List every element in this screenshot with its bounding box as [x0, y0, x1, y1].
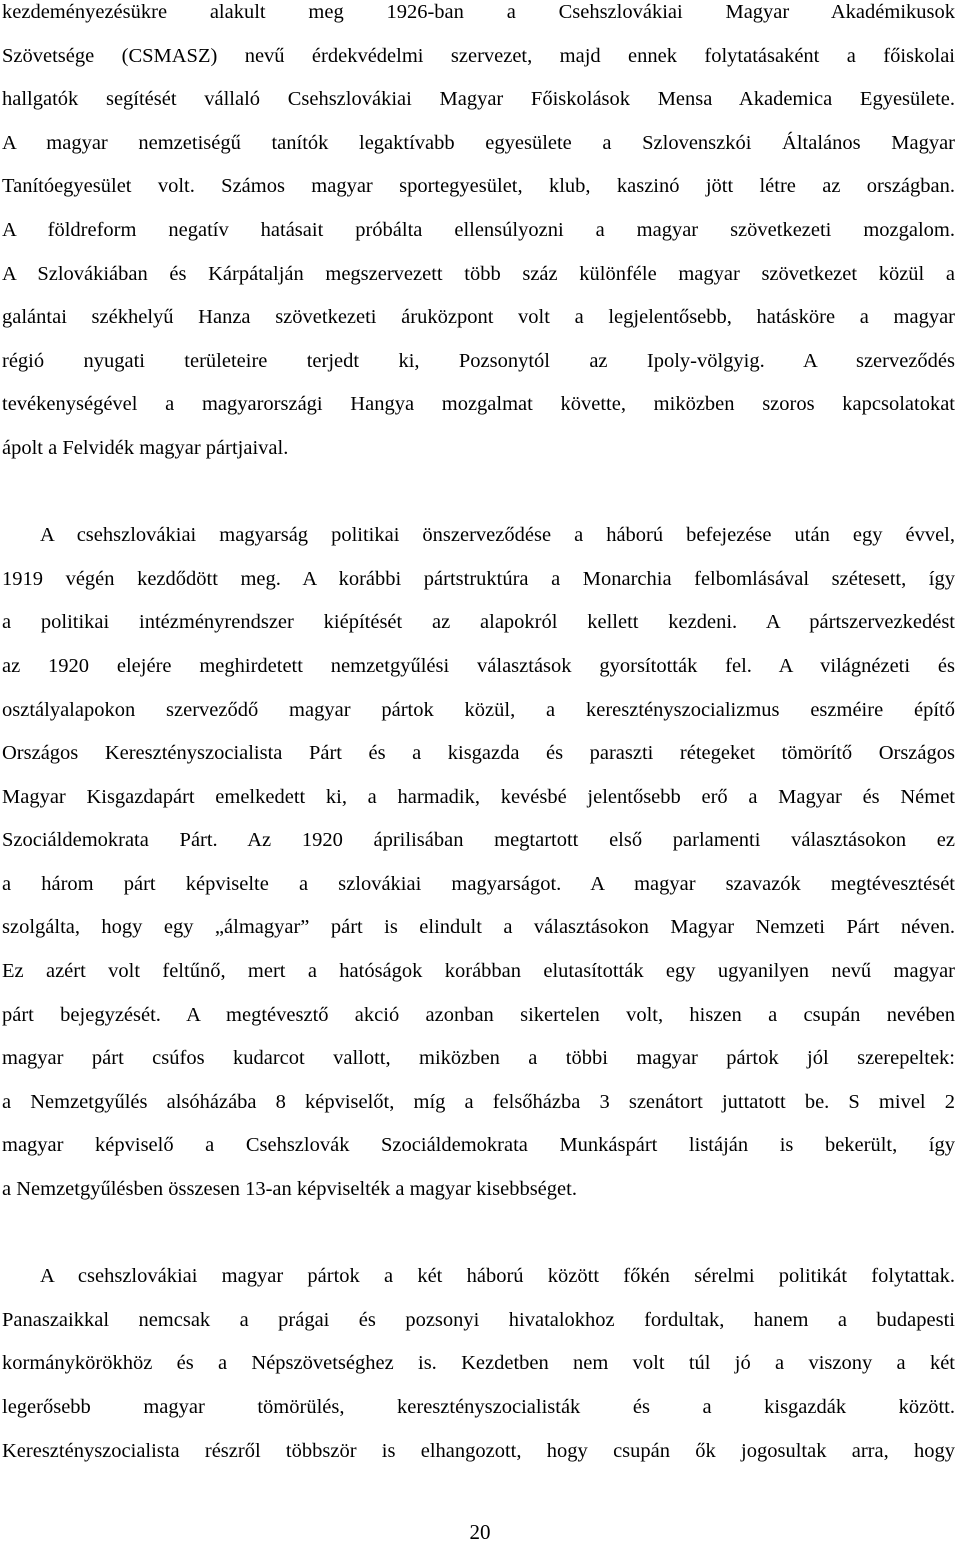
text-line: a három párt képviselte a szlovákiai magyarságot. A magyar szavazók megtévesztését [2, 872, 955, 895]
text-line: Szövetsége (CSMASZ) nevű érdekvédelmi szervezet, majd ennek folytatásaként a főiskolai [2, 44, 955, 67]
text-line: párt bejegyzését. A megtévesztő akció azonban sikertelen volt, hiszen a csupán nevében [2, 1003, 955, 1026]
text-line: magyar képviselő a Csehszlovák Szociáldemokrata Munkáspárt listáján is bekerült, így [2, 1134, 955, 1157]
text-line: Panaszaikkal nemcsak a prágai és pozsonyi hivatalokhoz fordultak, hanem a budapesti [2, 1308, 955, 1331]
text-line: Ez azért volt feltűnő, mert a hatóságok korábban elutasították egy ugyanilyen nevű magyar [2, 960, 955, 983]
text-line: A Szlovákiában és Kárpátalján megszervezett több száz különféle magyar szövetkezet közül a [2, 262, 955, 285]
text-line: A magyar nemzetiségű tanítók legaktívabb egyesülete a Szlovenszkói Általános Magyar [2, 131, 955, 154]
text-line: a Nemzetgyűlés alsóházába 8 képviselőt, míg a felsőházba 3 szenátort juttatott be. S mivel 2 [2, 1090, 955, 1113]
paragraph [2, 523, 955, 1221]
text-line: régió nyugati területeire terjedt ki, Pozsonytól az Ipoly-völgyig. A szerveződés [2, 349, 955, 372]
text-line: osztályalapokon szerveződő magyar pártok közül, a keresztényszocializmus eszméire építő [2, 698, 955, 721]
document-body [2, 0, 955, 1482]
paragraph [2, 1264, 955, 1482]
text-line: tevékenységével a magyarországi Hangya mozgalmat követte, miközben szoros kapcsolatokat [2, 393, 955, 416]
text-line: szolgálta, hogy egy „álmagyar” párt is elindult a választásokon Magyar Nemzeti Párt néven. [2, 916, 955, 939]
text-line: A csehszlovákiai magyar pártok a két háború között főkén sérelmi politikát folytattak. [40, 1265, 955, 1288]
text-line: a Nemzetgyűlésben összesen 13-an képviselték a magyar kisebbséget. [2, 1178, 577, 1201]
text-line: a politikai intézményrendszer kiépítését az alapokról kellett kezdeni. A pártszervezkedést [2, 611, 955, 634]
text-line: legerősebb magyar tömörülés, keresztényszocialisták és a kisgazdák között. [2, 1396, 955, 1418]
text-line: Országos Keresztényszocialista Párt és a kisgazda és paraszti rétegeket tömörítő Országos [2, 742, 955, 765]
text-line: Magyar Kisgazdapárt emelkedett ki, a harmadik, kevésbé jelentősebb erő a Magyar és Német [2, 785, 955, 808]
text-line: kezdeményezésükre alakult meg 1926-ban a Csehszlovákiai Magyar Akadémikusok [2, 1, 955, 23]
text-line: ápolt a Felvidék magyar pártjaival. [2, 436, 289, 459]
text-line: 1919 végén kezdődött meg. A korábbi pártstruktúra a Monarchia felbomlásával szétesett, így [2, 567, 955, 590]
paragraph-gap [2, 1221, 955, 1265]
text-line: Tanítóegyesület volt. Számos magyar sportegyesület, klub, kaszinó jött létre az országban. [2, 175, 955, 198]
page-number: 20 [469, 1520, 491, 1544]
text-line: hallgatók segítését vállaló Csehszlovákiai Magyar Főiskolások Mensa Akademica Egyesülete. [2, 88, 955, 111]
paragraph [2, 0, 955, 480]
text-line: az 1920 elejére meghirdetett nemzetgyűlési választások gyorsították fel. A világnézeti és [2, 654, 955, 677]
text-line: Szociáldemokrata Párt. Az 1920 áprilisában megtartott első parlamenti választásokon ez [2, 829, 955, 852]
text-line: A földreform negatív hatásait próbálta ellensúlyozni a magyar szövetkezeti mozgalom. [2, 218, 955, 241]
text-line: galántai székhelyű Hanza szövetkezeti áruközpont volt a legjelentősebb, hatásköre a magyar [2, 306, 955, 329]
text-line: A csehszlovákiai magyarság politikai önszerveződése a háború befejezése után egy évvel, [40, 524, 955, 547]
text-line: kormánykörökhöz és a Népszövetséghez is. Kezdetben nem volt túl jó a viszony a két [2, 1352, 955, 1375]
text-line: Keresztényszocialista részről többször is elhangozott, hogy csupán ők jogosultak arra, hogy [2, 1439, 955, 1462]
text-line: magyar párt csúfos kudarcot vallott, miközben a többi magyar pártok jól szerepeltek: [2, 1047, 955, 1070]
paragraph-gap [2, 480, 955, 524]
